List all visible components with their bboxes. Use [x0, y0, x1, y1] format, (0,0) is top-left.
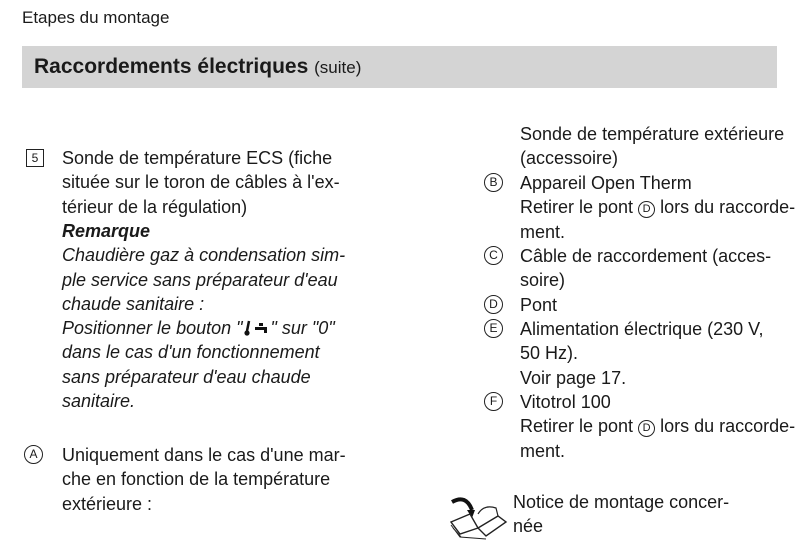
remark: Remarque Chaudière gaz à condensation sim- ple service sans préparateur d'eau chaude sanitaire : Positionner le bouton " " sur "0" dans le cas d'un fonctionnement sans préparateur d'eau chaude sanitaire.	[62, 221, 346, 412]
section-bar	[22, 46, 777, 88]
item-b-text: Appareil Open Therm Retirer le pont D lors du raccorde- ment.	[520, 173, 795, 242]
section-suffix: (suite)	[314, 58, 362, 77]
item-marker-c: C	[484, 246, 503, 265]
item-marker-5: 5	[26, 149, 44, 167]
ref-marker-d: D	[638, 420, 655, 437]
thermometer-tap-icon	[243, 320, 271, 336]
item-marker-f: F	[484, 392, 503, 411]
book-icon	[448, 494, 510, 538]
notice-text: Notice de montage concer- née	[513, 492, 730, 537]
item-a-text: Uniquement dans le cas d'une mar- che en fonction de la température extérieure :	[62, 445, 346, 514]
item-marker-d: D	[484, 295, 503, 314]
item-marker-b: B	[484, 173, 503, 192]
section-title: Raccordements électriques (suite)	[34, 55, 362, 78]
item-marker-e: E	[484, 319, 503, 338]
item-e-text: Alimentation électrique (230 V, 50 Hz). Voir page 17.	[520, 319, 764, 388]
item-d-text: Pont	[520, 295, 558, 315]
ref-marker-d: D	[638, 201, 655, 218]
item-a-continued: Sonde de température extérieure (accessoire)	[520, 124, 785, 169]
item-f-text: Vitotrol 100 Retirer le pont D lors du raccorde- ment.	[520, 392, 795, 461]
item-5-text: Sonde de température ECS (fiche située sur le toron de câbles à l'ex- térieur de la régulation)	[62, 148, 340, 217]
page-header: Etapes du montage	[22, 8, 170, 27]
remark-title: Remarque	[62, 221, 151, 241]
item-c-text: Câble de raccordement (acces- soire)	[520, 246, 772, 291]
item-marker-a: A	[24, 445, 43, 464]
